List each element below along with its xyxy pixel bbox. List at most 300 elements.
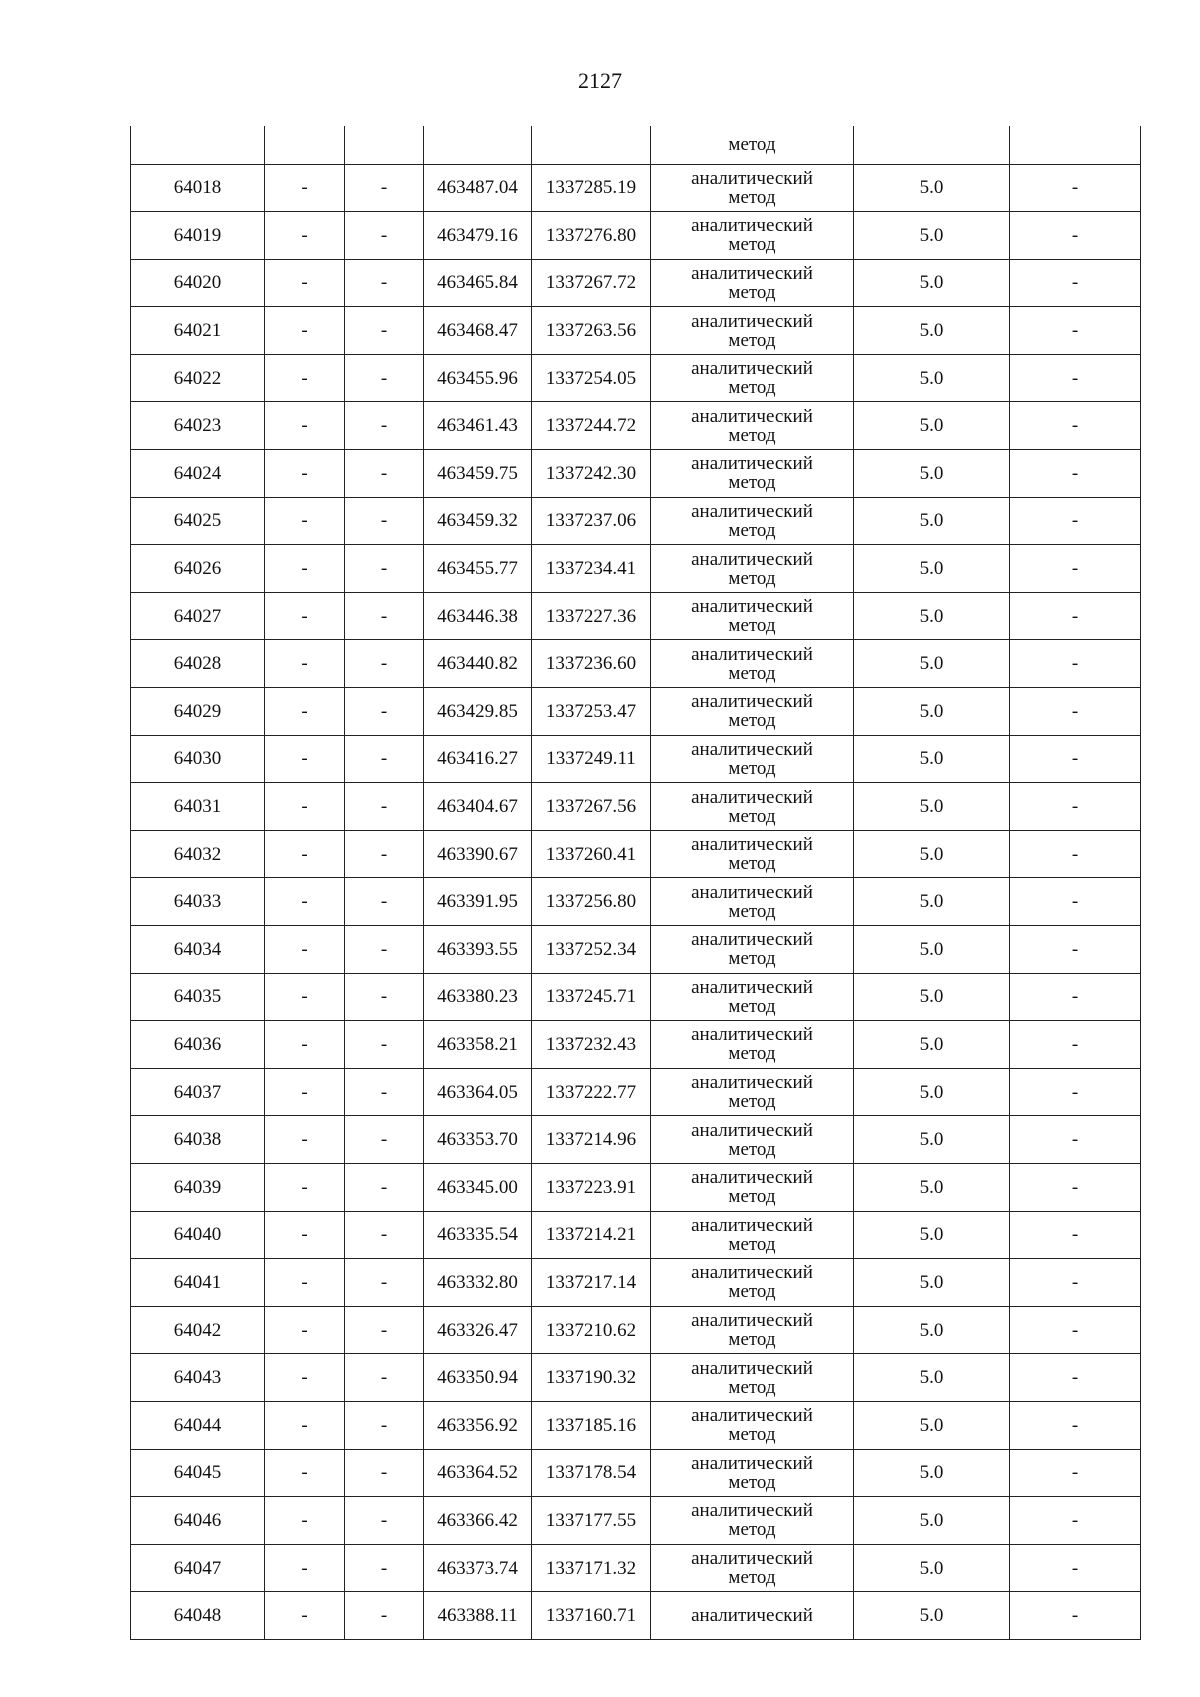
cell-x: 463468.47 <box>424 307 532 355</box>
cell-method <box>651 1497 854 1545</box>
cell-precision: 5.0 <box>854 1592 1010 1640</box>
cell-method <box>651 783 854 831</box>
method-line2: метод <box>728 1043 776 1065</box>
method-line2: метод <box>728 853 776 875</box>
cell-y: 1337214.21 <box>532 1211 651 1259</box>
cell-c2: - <box>265 973 345 1021</box>
cell-method <box>651 830 854 878</box>
cell-x: 463380.23 <box>424 973 532 1021</box>
cell-id: 64041 <box>131 1259 265 1307</box>
cell-method <box>651 592 854 640</box>
method-line2: метод <box>728 329 776 351</box>
cell-precision: 5.0 <box>854 545 1010 593</box>
table-row <box>131 1354 1141 1402</box>
cell-method <box>651 640 854 688</box>
cell-c3: - <box>345 1163 424 1211</box>
cell-y: 1337227.36 <box>532 592 651 640</box>
cell-method <box>651 973 854 1021</box>
cell-c2: - <box>265 1592 345 1640</box>
cell-c8: - <box>1010 640 1141 688</box>
cell-c8: - <box>1010 497 1141 545</box>
method-line1: аналитический <box>691 881 813 903</box>
cell-id: 64021 <box>131 307 265 355</box>
cell-y: 1337249.11 <box>532 735 651 783</box>
method-line2: метод <box>728 948 776 970</box>
cell-id: 64038 <box>131 1116 265 1164</box>
cell-id: 64022 <box>131 354 265 402</box>
cell-y: 1337285.19 <box>532 164 651 212</box>
cell-id: 64027 <box>131 592 265 640</box>
cell-method <box>651 1163 854 1211</box>
cell-c2 <box>265 126 345 164</box>
cell-id: 64028 <box>131 640 265 688</box>
method-line1: аналитический <box>691 834 813 856</box>
cell-method <box>651 926 854 974</box>
cell-c8: - <box>1010 688 1141 736</box>
table-row <box>131 545 1141 593</box>
cell-precision: 5.0 <box>854 1401 1010 1449</box>
cell-c8: - <box>1010 878 1141 926</box>
cell-c2: - <box>265 497 345 545</box>
cell-x: 463440.82 <box>424 640 532 688</box>
table-row <box>131 1116 1141 1164</box>
cell-c2: - <box>265 354 345 402</box>
cell-method <box>651 878 854 926</box>
cell-id: 64033 <box>131 878 265 926</box>
cell-y: 1337245.71 <box>532 973 651 1021</box>
cell-id: 64025 <box>131 497 265 545</box>
cell-method <box>651 212 854 260</box>
table-row <box>131 973 1141 1021</box>
table-row <box>131 1544 1141 1592</box>
cell-c8: - <box>1010 354 1141 402</box>
cell-c8: - <box>1010 259 1141 307</box>
page-number: 2127 <box>578 68 622 93</box>
cell-c2: - <box>265 830 345 878</box>
method-line2: метод <box>728 567 776 589</box>
cell-x: 463479.16 <box>424 212 532 260</box>
cell-method <box>651 1354 854 1402</box>
cell-c8 <box>1010 126 1141 164</box>
cell-c2: - <box>265 545 345 593</box>
cell-c2: - <box>265 1163 345 1211</box>
cell-method <box>651 1449 854 1497</box>
cell-method <box>651 1116 854 1164</box>
cell-x: 463390.67 <box>424 830 532 878</box>
method-line1: аналитический <box>691 1605 813 1627</box>
method-line1: аналитический <box>691 215 813 237</box>
cell-x: 463391.95 <box>424 878 532 926</box>
cell-id: 64044 <box>131 1401 265 1449</box>
cell-method <box>651 402 854 450</box>
cell-c2: - <box>265 1544 345 1592</box>
cell-c2: - <box>265 1354 345 1402</box>
cell-c8: - <box>1010 1211 1141 1259</box>
cell-c3: - <box>345 1259 424 1307</box>
method-line2: метод <box>728 519 776 541</box>
cell-x: 463345.00 <box>424 1163 532 1211</box>
cell-y: 1337222.77 <box>532 1068 651 1116</box>
method-line1: аналитический <box>691 786 813 808</box>
cell-c8: - <box>1010 1354 1141 1402</box>
cell-precision: 5.0 <box>854 354 1010 402</box>
cell-precision: 5.0 <box>854 735 1010 783</box>
cell-c3: - <box>345 878 424 926</box>
cell-c2: - <box>265 1497 345 1545</box>
cell-c3: - <box>345 164 424 212</box>
cell-precision: 5.0 <box>854 1544 1010 1592</box>
cell-id: 64043 <box>131 1354 265 1402</box>
cell-c8: - <box>1010 164 1141 212</box>
cell-x: 463404.67 <box>424 783 532 831</box>
table-row <box>131 1306 1141 1354</box>
cell-c8: - <box>1010 1116 1141 1164</box>
method-line1: аналитический <box>691 1500 813 1522</box>
cell-method <box>651 1068 854 1116</box>
method-line1: аналитический <box>691 1548 813 1570</box>
cell-precision: 5.0 <box>854 1497 1010 1545</box>
cell-c8: - <box>1010 735 1141 783</box>
cell-precision: 5.0 <box>854 1116 1010 1164</box>
cell-precision: 5.0 <box>854 1021 1010 1069</box>
cell-precision: 5.0 <box>854 1306 1010 1354</box>
table-row <box>131 1163 1141 1211</box>
method-line2: метод <box>728 805 776 827</box>
cell-id: 64040 <box>131 1211 265 1259</box>
cell-id: 64029 <box>131 688 265 736</box>
cell-method <box>651 307 854 355</box>
cell-precision: 5.0 <box>854 830 1010 878</box>
table-row <box>131 212 1141 260</box>
cell-x: 463446.38 <box>424 592 532 640</box>
cell-id: 64020 <box>131 259 265 307</box>
method-line1: аналитический <box>691 643 813 665</box>
cell-precision: 5.0 <box>854 688 1010 736</box>
method-line2: метод <box>728 1471 776 1493</box>
cell-c3: - <box>345 1068 424 1116</box>
cell-id: 64036 <box>131 1021 265 1069</box>
cell-method <box>651 1306 854 1354</box>
cell-method <box>651 354 854 402</box>
cell-c3: - <box>345 688 424 736</box>
cell-x: 463459.75 <box>424 450 532 498</box>
method-line2: метод <box>728 234 776 256</box>
cell-c3: - <box>345 783 424 831</box>
cell-c3: - <box>345 1354 424 1402</box>
method-line1: аналитический <box>691 167 813 189</box>
cell-precision: 5.0 <box>854 307 1010 355</box>
method-line2: метод <box>728 1138 776 1160</box>
table-row <box>131 259 1141 307</box>
cell-y: 1337276.80 <box>532 212 651 260</box>
cell-c8: - <box>1010 1401 1141 1449</box>
cell-precision: 5.0 <box>854 1163 1010 1211</box>
cell-y: 1337254.05 <box>532 354 651 402</box>
method-line2: метод <box>728 281 776 303</box>
cell-y: 1337253.47 <box>532 688 651 736</box>
method-line2: метод <box>728 615 776 637</box>
cell-method <box>651 1259 854 1307</box>
cell-y: 1337177.55 <box>532 1497 651 1545</box>
cell-id: 64034 <box>131 926 265 974</box>
cell-c8: - <box>1010 307 1141 355</box>
table-row <box>131 878 1141 926</box>
cell-precision: 5.0 <box>854 497 1010 545</box>
cell-c2: - <box>265 688 345 736</box>
cell-x: 463358.21 <box>424 1021 532 1069</box>
method-line1: аналитический <box>691 453 813 475</box>
cell-c8: - <box>1010 592 1141 640</box>
cell-c3: - <box>345 354 424 402</box>
cell-c3: - <box>345 973 424 1021</box>
cell-id: 64035 <box>131 973 265 1021</box>
cell-id: 64030 <box>131 735 265 783</box>
cell-y: 1337267.56 <box>532 783 651 831</box>
cell-c8: - <box>1010 1592 1141 1640</box>
cell-y: 1337244.72 <box>532 402 651 450</box>
cell-precision: 5.0 <box>854 783 1010 831</box>
cell-c2: - <box>265 1259 345 1307</box>
cell-y: 1337190.32 <box>532 1354 651 1402</box>
method-line1: аналитический <box>691 1214 813 1236</box>
method-line1: аналитический <box>691 1310 813 1332</box>
table-body <box>131 126 1141 1639</box>
cell-id <box>131 126 265 164</box>
method-line1: аналитический <box>691 976 813 998</box>
cell-c3: - <box>345 926 424 974</box>
method-line1: аналитический <box>691 1072 813 1094</box>
method-line2: метод <box>728 1233 776 1255</box>
cell-method <box>651 735 854 783</box>
cell-precision: 5.0 <box>854 1259 1010 1307</box>
table-row <box>131 640 1141 688</box>
table-row <box>131 307 1141 355</box>
cell-y: 1337263.56 <box>532 307 651 355</box>
cell-method <box>651 259 854 307</box>
cell-id: 64047 <box>131 1544 265 1592</box>
cell-x: 463373.74 <box>424 1544 532 1592</box>
cell-c3: - <box>345 1116 424 1164</box>
cell-id: 64032 <box>131 830 265 878</box>
table-row <box>131 783 1141 831</box>
cell-c8: - <box>1010 973 1141 1021</box>
cell-c3: - <box>345 402 424 450</box>
cell-id: 64042 <box>131 1306 265 1354</box>
cell-c8: - <box>1010 402 1141 450</box>
method-line1: аналитический <box>691 596 813 618</box>
cell-c8: - <box>1010 1544 1141 1592</box>
cell-c2: - <box>265 1116 345 1164</box>
cell-y: 1337267.72 <box>532 259 651 307</box>
cell-method <box>651 545 854 593</box>
cell-c2: - <box>265 1068 345 1116</box>
table-row <box>131 1592 1141 1640</box>
cell-c3: - <box>345 497 424 545</box>
cell-precision: 5.0 <box>854 1449 1010 1497</box>
method-line2: метод <box>728 710 776 732</box>
cell-y: 1337256.80 <box>532 878 651 926</box>
cell-c3: - <box>345 1021 424 1069</box>
cell-x <box>424 126 532 164</box>
cell-c3: - <box>345 1544 424 1592</box>
cell-precision: 5.0 <box>854 1211 1010 1259</box>
cell-c2: - <box>265 212 345 260</box>
cell-y: 1337223.91 <box>532 1163 651 1211</box>
cell-method <box>651 1592 854 1640</box>
method-line1: аналитический <box>691 1452 813 1474</box>
method-line1: аналитический <box>691 1024 813 1046</box>
cell-c8: - <box>1010 1449 1141 1497</box>
cell-y: 1337236.60 <box>532 640 651 688</box>
table-row <box>131 1259 1141 1307</box>
method-line1: аналитический <box>691 1405 813 1427</box>
table-row <box>131 830 1141 878</box>
cell-precision: 5.0 <box>854 259 1010 307</box>
cell-method <box>651 1021 854 1069</box>
cell-precision: 5.0 <box>854 450 1010 498</box>
cell-x: 463350.94 <box>424 1354 532 1402</box>
table-row <box>131 1068 1141 1116</box>
cell-c3: - <box>345 1449 424 1497</box>
cell-id: 64037 <box>131 1068 265 1116</box>
cell-c2: - <box>265 926 345 974</box>
cell-y: 1337214.96 <box>532 1116 651 1164</box>
method-tail: метод <box>728 133 776 155</box>
table-row <box>131 402 1141 450</box>
table-row <box>131 1021 1141 1069</box>
cell-y <box>532 126 651 164</box>
cell-precision: 5.0 <box>854 1068 1010 1116</box>
cell-precision: 5.0 <box>854 926 1010 974</box>
cell-c8: - <box>1010 1163 1141 1211</box>
cell-c2: - <box>265 735 345 783</box>
cell-y: 1337252.34 <box>532 926 651 974</box>
cell-id: 64031 <box>131 783 265 831</box>
table-row <box>131 592 1141 640</box>
cell-c2: - <box>265 592 345 640</box>
cell-x: 463461.43 <box>424 402 532 450</box>
cell-x: 463487.04 <box>424 164 532 212</box>
table-row <box>131 688 1141 736</box>
method-line2: метод <box>728 1281 776 1303</box>
cell-c3: - <box>345 545 424 593</box>
cell-c3: - <box>345 450 424 498</box>
cell-precision: 5.0 <box>854 164 1010 212</box>
cell-method <box>651 1401 854 1449</box>
cell-x: 463353.70 <box>424 1116 532 1164</box>
cell-y: 1337242.30 <box>532 450 651 498</box>
method-line2: метод <box>728 757 776 779</box>
table-row <box>131 1211 1141 1259</box>
method-line1: аналитический <box>691 548 813 570</box>
cell-x: 463356.92 <box>424 1401 532 1449</box>
cell-y: 1337260.41 <box>532 830 651 878</box>
cell-c8: - <box>1010 783 1141 831</box>
cell-precision: 5.0 <box>854 973 1010 1021</box>
cell-id: 64048 <box>131 1592 265 1640</box>
cell-precision: 5.0 <box>854 878 1010 926</box>
method-line2: метод <box>728 424 776 446</box>
cell-method <box>651 497 854 545</box>
cell-c2: - <box>265 164 345 212</box>
cell-precision: 5.0 <box>854 402 1010 450</box>
method-line2: метод <box>728 1424 776 1446</box>
cell-method <box>651 126 854 164</box>
method-line2: метод <box>728 1519 776 1541</box>
cell-id: 64023 <box>131 402 265 450</box>
cell-c8: - <box>1010 926 1141 974</box>
cell-c2: - <box>265 259 345 307</box>
method-line1: аналитический <box>691 1167 813 1189</box>
cell-c8: - <box>1010 212 1141 260</box>
table-row <box>131 164 1141 212</box>
cell-c2: - <box>265 1211 345 1259</box>
cell-c3: - <box>345 307 424 355</box>
table-row <box>131 354 1141 402</box>
cell-x: 463332.80 <box>424 1259 532 1307</box>
cell-method <box>651 1544 854 1592</box>
cell-x: 463388.11 <box>424 1592 532 1640</box>
cell-precision: 5.0 <box>854 640 1010 688</box>
method-line1: аналитический <box>691 262 813 284</box>
cell-x: 463416.27 <box>424 735 532 783</box>
cell-y: 1337210.62 <box>532 1306 651 1354</box>
cell-c8: - <box>1010 1021 1141 1069</box>
method-line1: аналитический <box>691 738 813 760</box>
method-line1: аналитический <box>691 1357 813 1379</box>
method-line1: аналитический <box>691 1119 813 1141</box>
cell-id: 64046 <box>131 1497 265 1545</box>
cell-c2: - <box>265 402 345 450</box>
cell-c8: - <box>1010 1068 1141 1116</box>
cell-x: 463429.85 <box>424 688 532 736</box>
table-row <box>131 735 1141 783</box>
cell-c8: - <box>1010 1306 1141 1354</box>
method-line2: метод <box>728 377 776 399</box>
method-line2: метод <box>728 1376 776 1398</box>
method-line1: аналитический <box>691 929 813 951</box>
cell-id: 64019 <box>131 212 265 260</box>
cell-precision: 5.0 <box>854 592 1010 640</box>
cell-c8: - <box>1010 450 1141 498</box>
method-line2: метод <box>728 995 776 1017</box>
method-line1: аналитический <box>691 358 813 380</box>
cell-id: 64026 <box>131 545 265 593</box>
cell-c2: - <box>265 307 345 355</box>
table-row <box>131 1401 1141 1449</box>
method-line2: метод <box>728 1567 776 1589</box>
cell-y: 1337232.43 <box>532 1021 651 1069</box>
cell-c3: - <box>345 640 424 688</box>
cell-method <box>651 164 854 212</box>
cell-c3: - <box>345 212 424 260</box>
method-line1: аналитический <box>691 1262 813 1284</box>
cell-c2: - <box>265 1306 345 1354</box>
cell-c8: - <box>1010 545 1141 593</box>
table-row <box>131 1449 1141 1497</box>
continued-row <box>131 126 1141 164</box>
cell-precision <box>854 126 1010 164</box>
cell-c2: - <box>265 1021 345 1069</box>
cell-id: 64039 <box>131 1163 265 1211</box>
method-line1: аналитический <box>691 691 813 713</box>
cell-x: 463455.77 <box>424 545 532 593</box>
cell-c2: - <box>265 878 345 926</box>
cell-c8: - <box>1010 1259 1141 1307</box>
cell-x: 463455.96 <box>424 354 532 402</box>
cell-id: 64045 <box>131 1449 265 1497</box>
cell-x: 463393.55 <box>424 926 532 974</box>
